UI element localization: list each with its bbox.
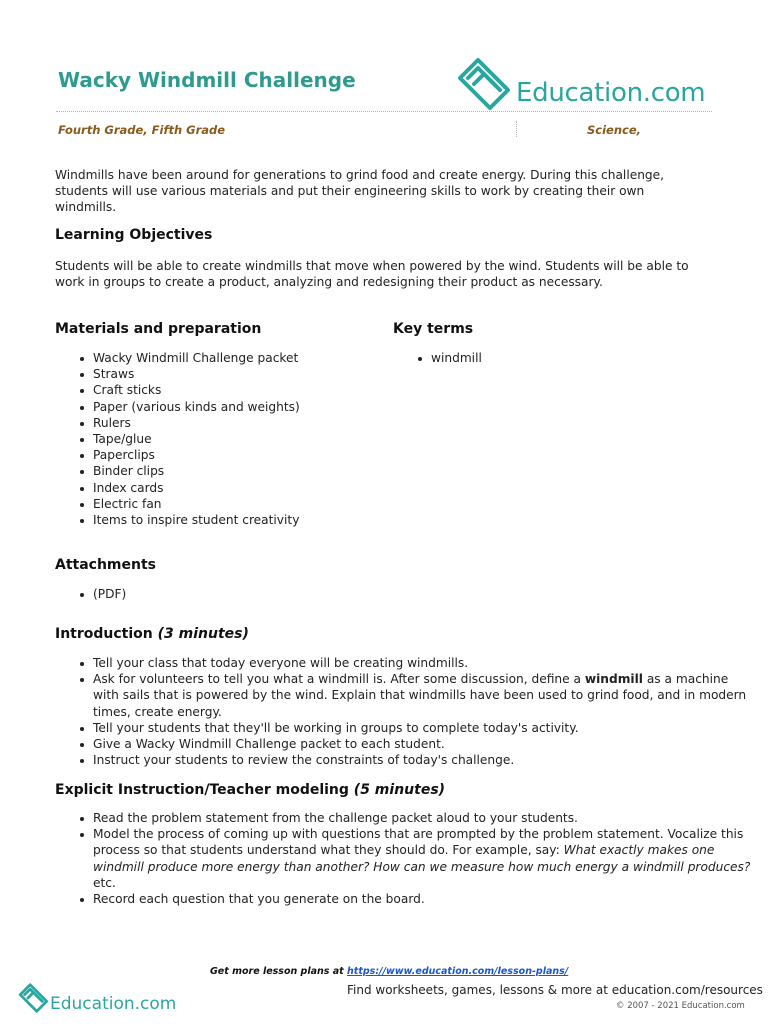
introduction-duration: (3 minutes) <box>157 626 249 642</box>
list-item: Items to inspire student creativity <box>93 512 393 528</box>
explicit-item2-text-b: etc. <box>93 875 116 890</box>
lesson-plans-link[interactable]: https://www.education.com/lesson-plans/ <box>347 966 569 977</box>
key-terms-heading: Key terms <box>393 321 474 337</box>
list-item: Tell your class that today everyone will be creating windmills. <box>93 655 753 671</box>
list-item: windmill <box>431 350 731 366</box>
attachment-link[interactable]: (PDF) <box>93 586 393 602</box>
list-item <box>93 826 755 891</box>
list-item: Paperclips <box>93 447 393 463</box>
objectives-heading: Learning Objectives <box>55 227 213 243</box>
materials-list <box>55 350 393 528</box>
logo-wordmark: Education.com <box>516 78 706 108</box>
explicit-heading-text: Explicit Instruction/Teacher modeling <box>55 782 349 798</box>
list-item: Binder clips <box>93 463 393 479</box>
list-item: Give a Wacky Windmill Challenge packet to each student. <box>93 736 753 752</box>
meta-divider <box>516 121 517 137</box>
list-item <box>93 671 753 720</box>
explicit-list <box>55 810 755 907</box>
footer-cta-text: Get more lesson plans at <box>210 966 348 977</box>
intro-paragraph: Windmills have been around for generations to grind food and create energy. During this challenge, students will use various materials and put their engineering skills to work by creating their own windmills. <box>55 168 665 215</box>
windmill-term: windmill <box>584 672 643 687</box>
objectives-text: Students will be able to create windmills that move when powered by the wind. Students will be able to work in groups to create a product, analyzing and redesigning their product as necessary. <box>55 259 689 290</box>
footer-cta <box>210 966 568 977</box>
list-item: Craft sticks <box>93 382 393 398</box>
list-item: Paper (various kinds and weights) <box>93 399 393 415</box>
education-logo-icon <box>456 56 514 112</box>
list-item: Instruct your students to review the constraints of today's challenge. <box>93 752 753 768</box>
materials-heading: Materials and preparation <box>55 321 262 337</box>
header-divider <box>56 111 712 112</box>
grade-levels: Fourth Grade, Fifth Grade <box>58 123 226 137</box>
introduction-heading <box>55 626 249 642</box>
list-item: Tape/glue <box>93 431 393 447</box>
list-item: Wacky Windmill Challenge packet <box>93 350 393 366</box>
list-item: Electric fan <box>93 496 393 512</box>
key-terms-list <box>393 350 731 366</box>
footer-copyright: © 2007 - 2021 Education.com <box>616 1001 745 1011</box>
explicit-heading <box>55 782 445 798</box>
subject: Science, <box>587 123 642 137</box>
footer-logo-wordmark: Education.com <box>50 994 177 1014</box>
explicit-item2-text-a: Model the process of coming up with questions that are prompted by the problem statement. Vocalize this process so that students understand what they should do. For example, say: <box>93 827 744 858</box>
list-item: Read the problem statement from the challenge packet aloud to your students. <box>93 810 755 826</box>
intro-item2-text-a: Ask for volunteers to tell you what a windmill is. After some discussion, define a <box>93 672 585 687</box>
education-logo[interactable] <box>456 56 716 112</box>
list-item: Rulers <box>93 415 393 431</box>
list-item: Record each question that you generate on the board. <box>93 891 755 907</box>
introduction-list <box>55 655 753 768</box>
list-item: Index cards <box>93 480 393 496</box>
list-item: Tell your students that they'll be working in groups to complete today's activity. <box>93 720 753 736</box>
footer-resources: Find worksheets, games, lessons & more at education.com/resources <box>347 983 763 997</box>
list-item: Straws <box>93 366 393 382</box>
footer-logo[interactable] <box>18 982 178 1016</box>
attachments-heading: Attachments <box>55 557 157 573</box>
education-logo-icon <box>18 982 50 1014</box>
example-questions: What exactly makes one windmill produce more energy than another? How can we measure how much energy a windmill produces? <box>93 843 751 874</box>
explicit-duration: (5 minutes) <box>353 782 446 798</box>
intro-item2-text-b: as a machine with sails that is powered by the wind. Explain that windmills have been used to grind food, and in modern times, create energy. <box>93 672 747 719</box>
attachments-list <box>55 586 393 602</box>
introduction-heading-text: Introduction <box>55 626 153 642</box>
page-title: Wacky Windmill Challenge <box>58 68 356 92</box>
